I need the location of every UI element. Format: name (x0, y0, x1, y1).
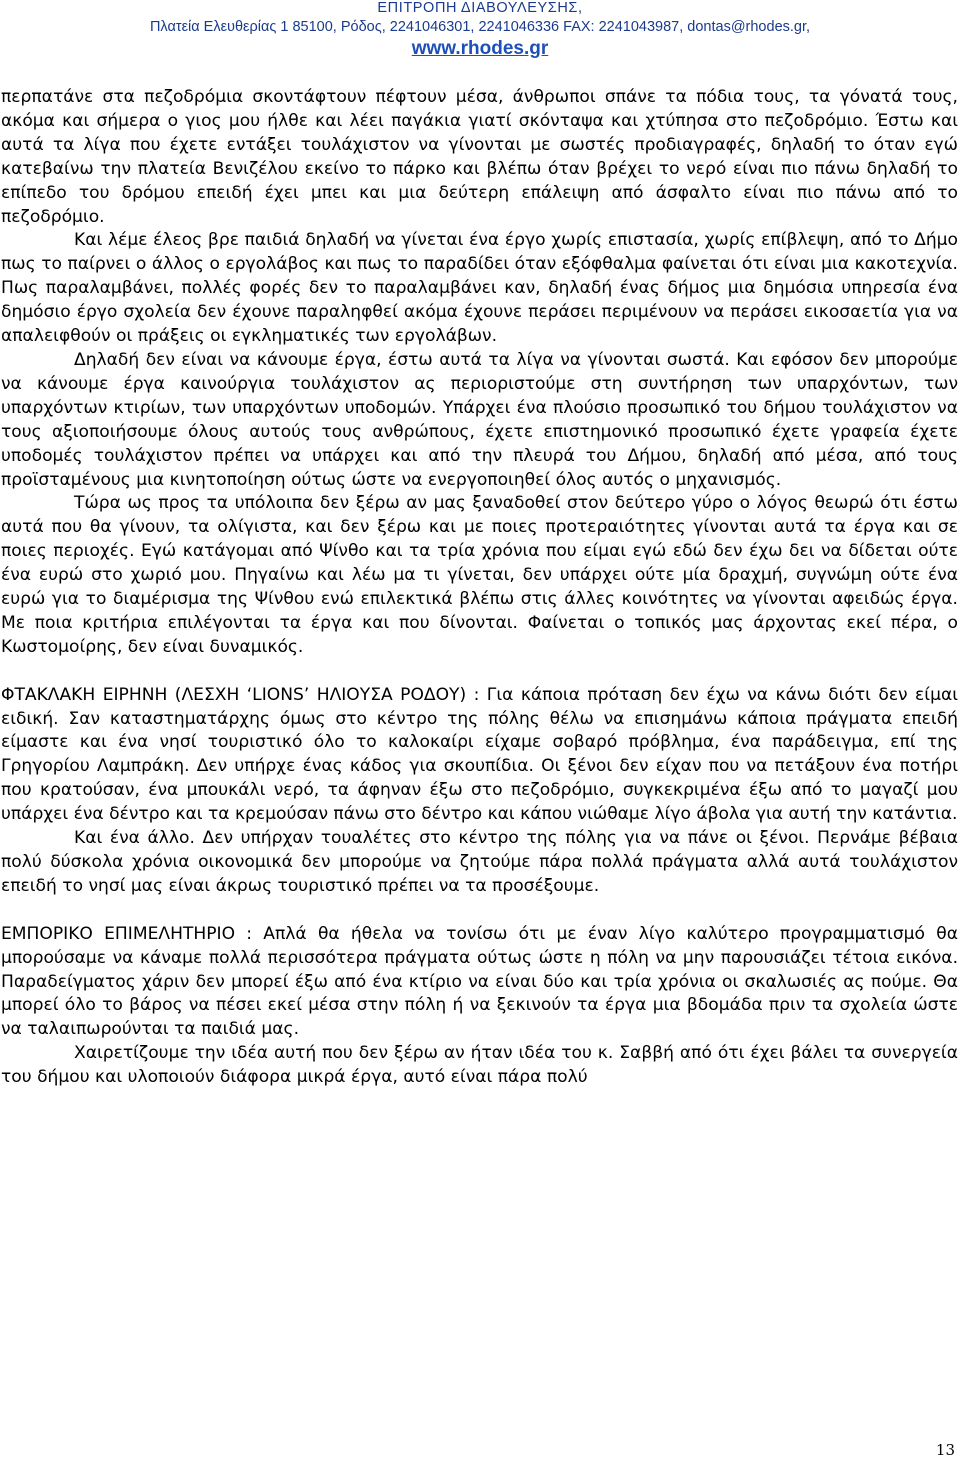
letterhead-website-link[interactable]: www.rhodes.gr (411, 38, 549, 59)
page-number: 13 (935, 1441, 955, 1459)
paragraph-supervision: Και λέμε έλεος βρε παιδιά δηλαδή να γίνεται ένα έργο χωρίς επιστασία, χωρίς επίβλεψη, από το Δήμο πως το παίρνει ο άλλος ο εργολάβος και πως το παραδίδει όταν εξόφθαλμα φαίνεται ότι είναι μια κακοτεχνία. Πως παραλαμβάνει, πολλές φορές δεν το παραλαμβάνει καν, δηλαδή ένας δήμος μια δημόσια υπηρεσία ένα δημόσιο έργο σχολεία δεν έχουνε παραληφθεί ακόμα έχουνε περάσει περιμένουν να περάσει εικοσαετία για να απαλειφθούν οι πράξεις οι εγκληματικές των εργολάβων. (1, 230, 958, 347)
paragraph-toilets: Και ένα άλλο. Δεν υπήρχαν τουαλέτες στο κέντρο της πόλης για να πάνε οι ξένοι. Περνάμε βέβαια πολύ δύσκολα χρόνια οικονομικά δεν μπορούμε να ζητούμε πάρα πολλά πράγματα αλλά αυτά τουλάχιστον επειδή το νησί μας είναι άκρως τουριστικό πρέπει να τα προσέξουμε. (1, 828, 958, 896)
paragraph-chamber-of-commerce: ΕΜΠΟΡΙΚΟ ΕΠΙΜΕΛΗΤΗΡΙΟ : Απλά θα ήθελα να τονίσω ότι με έναν λίγο καλύτερο προγραμματισμό θα μπορούσαμε να κάναμε πολλά περισσότερα πράγματα ούτως ώστε η πόλη να μην παρουσιάζει τέτοια εικόνα. Παραδείγματος χάριν δεν μπορεί έξω από ένα κτίριο να είναι δύο και τρία χρόνια οι σκαλωσιές ας πούμε. Θα μπορεί όλο το βάρος να πέσει εκεί μέσα στην πόλη ή να ξεκινούν τα έργα μια βδομάδα πριν τα σχολεία ώστε να ταλαιπωρούνται τα παιδιά μας. (1, 923, 958, 1040)
paragraph-psinthos: Τώρα ως προς τα υπόλοιπα δεν ξέρω αν μας ξαναδοθεί στον δεύτερο γύρο ο λόγος θεωρώ ότι έστω αυτά που θα γίνουν, τα ολίγιστα, και δεν ξέρω και με ποιες προτεραιότητες γίνονται αυτά τα έργα και σε ποιες περιοχές. Εγώ κατάγομαι από Ψίνθο και τα τρία χρόνια που είμαι εγώ εδώ δεν έχω δει να δίδεται ούτε ένα ευρώ στο χωριό μου. Πηγαίνω και λέω μα τι γίνεται, δεν υπάρχει ούτε μία δραχμή, συγνώμη ούτε ένα ευρώ για το διαμέρισμα της Ψίνθου ενώ επιλεκτικά βλέπω στις άλλες κοινότητες να γίνονται αφειδώς έργα. Με ποια κριτήρια επιλέγονται τα έργα και που δίνονται. Φαίνεται ο τοπικός μας άρχοντας εκεί πέρα, ο Κωστομοίρης, δεν είναι δυναμικός. (1, 493, 958, 657)
letterhead-contact-info: Πλατεία Ελευθερίας 1 85100, Ρόδος, 2241046301, 2241046336 FAX: 2241043987, dontas@rhodes.gr, (149, 19, 811, 35)
paragraph-welcome-idea: Χαιρετίζουμε την ιδέα αυτή που δεν ξέρω αν ήταν ιδέα του κ. Σαββή από ότι έχει βάλει τα συνεργεία του δήμου και υλοποιούν διάφορα μικρά έργα, αυτό είναι πάρα πολύ (1, 1043, 958, 1088)
document-body (1, 86, 958, 1090)
letterhead-committee-name: ΕΠΙΤΡΟΠΗ ΔΙΑΒΟΥΛΕΥΣΗΣ, (377, 0, 583, 16)
paragraph-lions-club: ΦΤΑΚΛΑΚΗ ΕΙΡΗΝΗ (ΛΕΣΧΗ ‘LIONS’ ΗΛΙΟΥΣΑ ΡΟΔΟΥ) : Για κάποια πρόταση δεν έχω να κάνω διότι δεν είμαι ειδική. Σαν καταστηματάρχης όμως στο κέντρο της πόλης θέλω να επισημάνω κάποια πράγματα επειδή είμαστε και ένα νησί τουριστικό όλο το καλοκαίρι είχαμε σοβαρό πρόβλημα, ένα παράδειγμα, επί της Γρηγορίου Λαμπράκη. Δεν υπήρχε ένας κάδος για σκουπίδια. Οι ξένοι δεν είχαν που να πετάξουν ένα ποτήρι που κρατούσαν, ένα μπουκάλι νερό, τα άφηναν έξω στο πεζοδρόμιο, συγκεκριμένα έξω από το μαγαζί μου υπάρχει ένα δέντρο και τα κρεμούσαν πάνω στο δέντρο και κάπου νιώθαμε λίγο άβολα για αυτή την κατάντια. (1, 684, 958, 825)
paragraph-sidewalks: περπατάνε στα πεζοδρόμια σκοντάφτουν πέφτουν μέσα, άνθρωποι σπάνε τα πόδια τους, τα γόνατά τους, ακόμα και σήμερα ο γιος μου ήλθε και λέει παγάκια γιατί σκόνταψα και χτύπησα στο πεζοδρόμιο. Έστω και αυτά τα λίγα που έχετε εντάξει τουλάχιστον να γίνονται με σωστές προδιαγραφές, δηλαδή το όταν εγώ κατεβαίνω την πλατεία Βενιζέλου εκείνο το πάρκο και βλέπω όταν βρέχει το νερό είναι πιο πάνω δηλαδή το επίπεδο του δρόμου επειδή έχει μπει και μια δεύτερη επάλειψη από άσφαλτο είναι πιο πάνω από το πεζοδρόμιο. (1, 87, 958, 227)
paragraph-maintenance: Δηλαδή δεν είναι να κάνουμε έργα, έστω αυτά τα λίγα να γίνονται σωστά. Και εφόσον δεν μπορούμε να κάνουμε έργα καινούργια τουλάχιστον ας περιοριστούμε στη συντήρηση των υπαρχόντων, των υπαρχόντων κτιρίων, των υπαρχόντων υποδομών. Υπάρχει ένα πλούσιο προσωπικό του δήμου τουλάχιστον να τους αξιοποιήσουμε όλους αυτούς τους ανθρώπους, έχετε επιστημονικό προσωπικό έχετε γραφεία έχετε υποδομές τουλάχιστον πρέπει να υπάρχει και από την πλευρά του Δήμου, δηλαδή από μέσα, από τους προϊσταμένους μια κινητοποίηση ούτως ώστε να ενεργοποιηθεί όλος αυτός ο μηχανισμός. (1, 349, 958, 490)
